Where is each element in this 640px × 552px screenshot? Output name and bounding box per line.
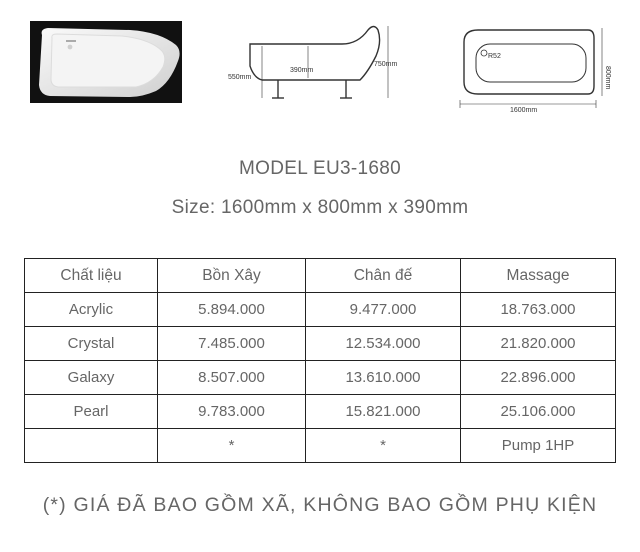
table-cell: 9.477.000 (306, 293, 461, 327)
table-cell: 25.106.000 (461, 395, 616, 429)
column-header: Chất liệu (25, 259, 158, 293)
side-depth-label: 390mm (290, 67, 314, 74)
top-length-label: 1600mm (510, 107, 538, 114)
table-cell: Pearl (25, 395, 158, 429)
table-cell: 5.894.000 (158, 293, 306, 327)
table-row (25, 327, 616, 361)
side-height-high-label: 750mm (374, 61, 398, 68)
bathtub-photo (30, 21, 182, 103)
table-cell: Galaxy (25, 361, 158, 395)
table-cell: 15.821.000 (306, 395, 461, 429)
table-cell: 13.610.000 (306, 361, 461, 395)
table-cell: 21.820.000 (461, 327, 616, 361)
table-cell: 8.507.000 (158, 361, 306, 395)
table-row (25, 361, 616, 395)
table-cell: Crystal (25, 327, 158, 361)
table-cell: Pump 1HP (461, 429, 616, 463)
side-view-diagram (222, 16, 412, 108)
model-title: MODEL EU3-1680 (239, 158, 401, 179)
column-header: Bồn Xây (158, 259, 306, 293)
table-cell (25, 429, 158, 463)
side-height-low-label: 550mm (228, 74, 252, 81)
table-header-row (25, 259, 616, 293)
table-cell: Acrylic (25, 293, 158, 327)
price-table (24, 258, 616, 463)
top-width-label: 800mm (604, 66, 611, 90)
table-cell: 22.896.000 (461, 361, 616, 395)
table-cell: 18.763.000 (461, 293, 616, 327)
size-line: Size: 1600mm x 800mm x 390mm (171, 197, 469, 218)
table-cell: 7.485.000 (158, 327, 306, 361)
top-view-diagram (448, 16, 618, 114)
table-row (25, 429, 616, 463)
table-cell: 9.783.000 (158, 395, 306, 429)
column-header: Massage (461, 259, 616, 293)
table-cell: * (158, 429, 306, 463)
column-header: Chân đế (306, 259, 461, 293)
table-cell: * (306, 429, 461, 463)
drain-label: R52 (488, 53, 501, 60)
table-cell: 12.534.000 (306, 327, 461, 361)
table-row (25, 293, 616, 327)
price-note: (*) GIÁ ĐÃ BAO GỒM XÃ, KHÔNG BAO GỒM PHỤ KIỆN (42, 494, 598, 516)
table-row (25, 395, 616, 429)
